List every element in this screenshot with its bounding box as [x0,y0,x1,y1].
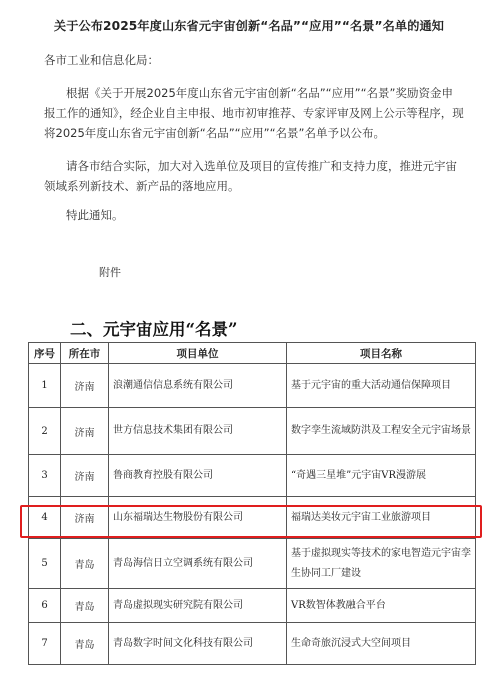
body-paragraph-1: 根据《关于开展2025年度山东省元宇宙创新“名品”“应用”“名景”奖励资金申报工作的通知》，经企业自主申报、地市初审推荐、专家评审及网上公示等程序，现将2025年度山东省元宇宙创新“名品”“应用”“名景”名单予以公布。 [44,86,464,140]
row-unit: 鲁商教育控股有限公司 [109,455,287,497]
row-city: 青岛 [61,623,109,665]
row-index: 5 [29,539,61,589]
table-row [29,623,476,665]
table-row [29,589,476,623]
header-city: 所在市 [61,343,109,364]
header-project: 项目名称 [287,343,476,364]
notice-title: 关于公布2025年度山东省元宇宙创新“名品”“应用”“名景”名单的通知 [53,19,445,33]
table-row [29,455,476,497]
row-unit: 青岛虚拟现实研究院有限公司 [109,589,287,623]
salutation: 各市工业和信息化局： [44,53,159,67]
closing-text: 特此通知。 [66,208,124,222]
table-row [29,408,476,455]
row-unit: 青岛海信日立空调系统有限公司 [109,539,287,589]
row-unit: 浪潮通信信息系统有限公司 [109,364,287,408]
table-header-row [29,343,476,364]
row-unit: 山东福瑞达生物股份有限公司 [109,497,287,539]
row-project: VR数智体教融合平台 [287,589,476,623]
row-project: 基于元宇宙的重大活动通信保障项目 [287,364,476,408]
table-row [29,539,476,589]
row-index: 6 [29,589,61,623]
row-city: 济南 [61,455,109,497]
row-project: 福瑞达美妆元宇宙工业旅游项目 [287,497,476,539]
table-row [29,364,476,408]
row-city: 青岛 [61,539,109,589]
table-row-highlighted [29,497,476,539]
award-list-table [28,342,476,665]
row-index: 7 [29,623,61,665]
header-index: 序号 [29,343,61,364]
row-project: “奇遇三星堆”元宇宙VR漫游展 [287,455,476,497]
section-title: 二、元宇宙应用“名景” [70,320,238,339]
body-paragraph-2: 请各市结合实际，加大对入选单位及项目的宣传推广和支持力度，推进元宇宙领域系列新技术、新产品的落地应用。 [44,159,457,193]
row-city: 济南 [61,364,109,408]
row-unit: 世方信息技术集团有限公司 [109,408,287,455]
row-index: 3 [29,455,61,497]
row-project: 基于虚拟现实等技术的家电智造元宇宙孪生协同工厂建设 [287,539,476,589]
header-unit: 项目单位 [109,343,287,364]
row-project: 数字孪生流域防洪及工程安全元宇宙场景 [287,408,476,455]
row-index: 4 [29,497,61,539]
attachment-label: 附件 [99,266,121,279]
row-city: 济南 [61,497,109,539]
row-index: 2 [29,408,61,455]
row-city: 济南 [61,408,109,455]
row-unit: 青岛数字时间文化科技有限公司 [109,623,287,665]
row-city: 青岛 [61,589,109,623]
row-project: 生命奇旅沉浸式大空间项目 [287,623,476,665]
row-index: 1 [29,364,61,408]
